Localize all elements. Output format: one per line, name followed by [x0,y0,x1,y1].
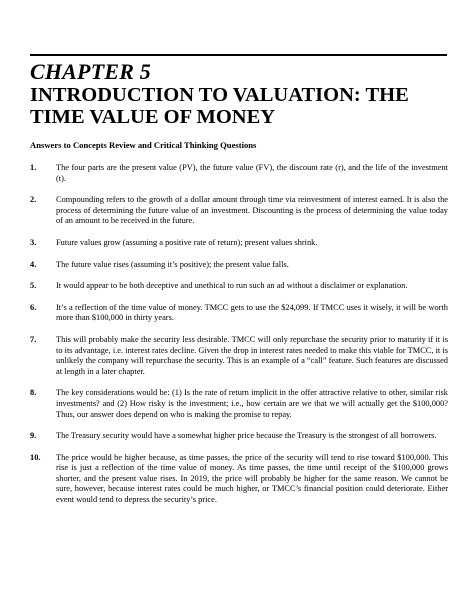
answer-number: 6. [30,302,37,312]
answer-number: 9. [30,431,37,441]
chapter-label: CHAPTER 5 [30,59,151,84]
answer-number: 10. [30,452,41,462]
answer-number: 2. [30,195,37,205]
answer-text: Compounding refers to the growth of a dollar amount through time via reinvestment of interest earned. It is also the process of determining the future value of an investment. Discounting is the process of determining the value today of an amount to be received in the future. [56,195,448,226]
answer-text: This will probably make the security less desirable. TMCC will only repurchase the security prior to maturity if it is to its advantage, i.e. interest rates decline. Given the drop in interest rates needed to make this viable for TMCC, it is unlikely the company will repurchase the security. This is an example of a “call” feature. Such features are discussed at length in a later chapter. [56,334,448,376]
answer-item-6 [30,303,448,324]
answer-number: 8. [30,388,37,398]
answer-text: The price would be higher because, as time passes, the price of the security will tend to rise toward $100,000. This rise is just a reflection of the time value of money. As time passes, the time until receipt of the $100,000 grows shorter, and the present value rises. In 2019, the price will probably be higher for the same reason. We cannot be sure, however, because interest rates could be much higher, or TMCC’s financial position could deteriorate. Either event would tend to depress the security’s price. [56,452,448,505]
answer-item-2 [30,195,448,227]
answer-item-4 [30,260,448,271]
answer-item-1 [30,163,448,184]
answer-number: 7. [30,334,37,344]
answer-number: 5. [30,281,37,291]
answer-number: 4. [30,259,37,269]
answer-item-9 [30,431,448,442]
answer-text: The Treasury security would have a somewhat higher price because the Treasury is the strongest of all borrowers. [56,431,437,441]
answers-list [30,163,448,517]
chapter-title: INTRODUCTION TO VALUATION: THE TIME VALUE OF MONEY [30,84,409,128]
answer-text: The four parts are the present value (PV), the future value (FV), the discount rate (r), and the life of the investment (t). [56,163,448,183]
answer-text: It would appear to be both deceptive and unethical to run such an ad without a disclaimer or explanation. [56,281,408,291]
answer-item-8 [30,388,448,420]
answer-text: Future values grow (assuming a positive rate of return); present values shrink. [56,237,318,247]
answer-item-7 [30,335,448,377]
answer-number: 1. [30,163,37,172]
answer-number: 3. [30,237,37,247]
answer-item-10 [30,453,448,506]
top-rule-divider [30,54,447,56]
answer-item-3 [30,238,448,249]
answer-text: The key considerations would be: (1) Is the rate of return implicit in the offer attractive relative to other, similar risk investments? and (2) How risky is the investment; i.e., how certain are we that we will actually get the $100,000? Thus, our answer does depend on who is making the promise to repay. [56,388,448,419]
answer-item-5 [30,281,448,292]
answer-text: The future value rises (assuming it’s positive); the present value falls. [56,259,289,269]
section-heading: Answers to Concepts Review and Critical Thinking Questions [30,140,257,150]
answer-text: It’s a reflection of the time value of money. TMCC gets to use the $24,099. If TMCC uses it wisely, it will be worth more than $100,000 in thirty years. [56,302,448,323]
